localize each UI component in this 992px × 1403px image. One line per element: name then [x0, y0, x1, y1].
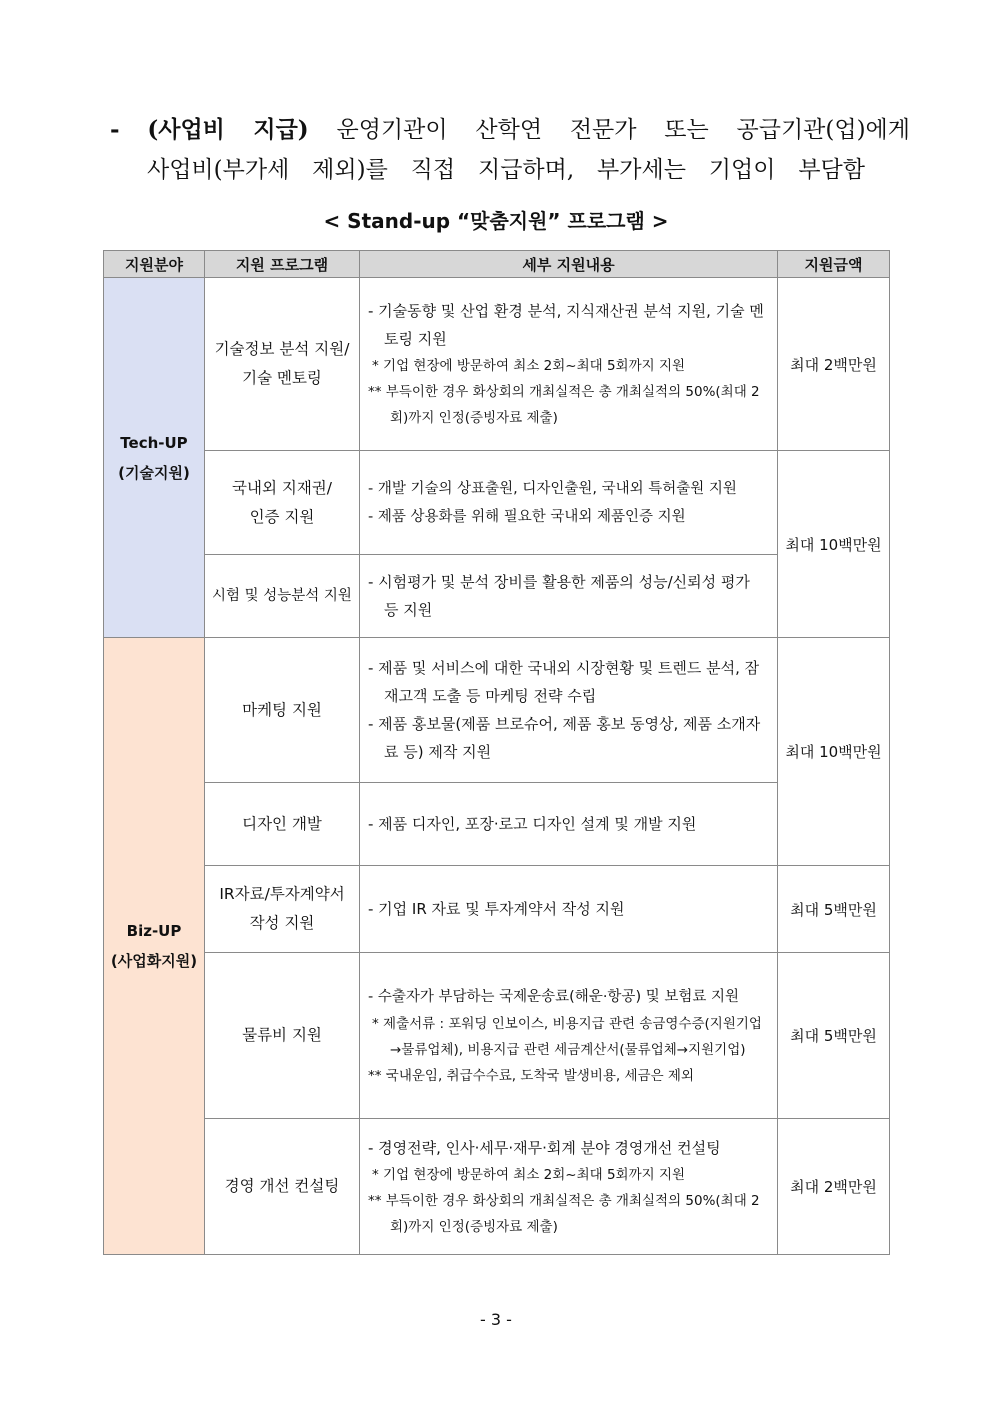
program-cell	[205, 866, 360, 953]
program-name-line: 마케팅 지원	[242, 700, 322, 719]
intro-bold-term: (사업비 지급)	[147, 116, 309, 143]
intro-line-1-text: 운영기관이 산학연 전문가 또는 공급기관(업)에게	[308, 117, 910, 143]
table-header-row	[104, 251, 890, 278]
program-name-line: 물류비 지원	[242, 1026, 322, 1044]
detail-note: ** 국내운임, 취급수수료, 도착국 발생비용, 세금은 제외	[368, 1067, 694, 1084]
category-desc: (기술지원)	[118, 463, 190, 482]
program-cell	[205, 953, 360, 1119]
table-row	[104, 1119, 890, 1255]
program-cell	[205, 638, 360, 783]
category-name: Biz-UP	[126, 922, 182, 940]
detail-bullet: - 기술동향 및 산업 환경 분석, 지식재산권 분석 지원, 기술 멘토링 지원	[368, 302, 764, 348]
detail-bullet: - 경영전략, 인사·세무·재무·회계 분야 경영개선 컨설팅	[368, 1138, 721, 1157]
header-amount: 지원금액	[778, 251, 890, 278]
program-cell	[205, 555, 360, 638]
amount-cell: 최대 2백만원	[778, 278, 890, 451]
category-desc: (사업화지원)	[110, 952, 198, 970]
header-program: 지원 프로그램	[205, 251, 360, 278]
program-name-line: 국내외 지재권/	[232, 478, 332, 497]
program-name-line: 기술정보 분석 지원/	[214, 340, 350, 358]
table-row	[104, 638, 890, 783]
program-name-line: 인증 지원	[249, 507, 315, 526]
program-cell	[205, 1119, 360, 1255]
details-cell	[360, 866, 778, 953]
table-row	[104, 555, 890, 638]
details-cell	[360, 953, 778, 1119]
header-category: 지원분야	[104, 251, 205, 278]
category-tech-up	[104, 278, 205, 638]
details-cell	[360, 451, 778, 555]
program-cell	[205, 451, 360, 555]
category-name: Tech-UP	[120, 433, 188, 452]
amount-cell: 최대 10백만원	[778, 638, 890, 866]
detail-note: * 제출서류 : 포워딩 인보이스, 비용지급 관련 송금영수증(지원기업→물류업체), 비용지급 관련 세금계산서(물류업체→지원기업)	[372, 1015, 762, 1058]
header-details: 세부 지원내용	[360, 251, 778, 278]
details-cell	[360, 783, 778, 866]
program-name-line: 경영 개선 컨설팅	[224, 1177, 340, 1195]
detail-bullet: - 제품 상용화를 위해 필요한 국내외 제품인증 지원	[368, 508, 686, 525]
program-name-line: 기술 멘토링	[242, 369, 322, 387]
amount-cell: 최대 5백만원	[778, 866, 890, 953]
amount-cell: 최대 2백만원	[778, 1119, 890, 1255]
program-name-line: IR자료/투자계약서	[219, 885, 345, 903]
details-cell	[360, 638, 778, 783]
table-row	[104, 866, 890, 953]
detail-note: ** 부득이한 경우 화상회의 개최실적은 총 개최실적의 50%(최대 2회)까지 인정(증빙자료 제출)	[368, 384, 760, 426]
details-cell	[360, 555, 778, 638]
program-name-line: 디자인 개발	[242, 814, 322, 833]
intro-dash: -	[110, 116, 120, 143]
table-title: < Stand-up “맞춤지원” 프로그램 >	[323, 209, 669, 233]
intro-line-1	[110, 110, 910, 150]
table-row	[104, 278, 890, 451]
program-table	[103, 250, 890, 1255]
table-row	[104, 953, 890, 1119]
intro-paragraph	[110, 110, 910, 190]
intro-line-2: 사업비(부가세 제외)를 직접 지급하며, 부가세는 기업이 부담함	[147, 157, 865, 183]
category-biz-up	[104, 638, 205, 1255]
detail-bullet: - 개발 기술의 상표출원, 디자인출원, 국내외 특허출원 지원	[368, 480, 737, 497]
detail-note: ** 부득이한 경우 화상회의 개최실적은 총 개최실적의 50%(최대 2회)까지 인정(증빙자료 제출)	[368, 1192, 760, 1235]
table-row	[104, 451, 890, 555]
detail-bullet: - 제품 및 서비스에 대한 국내외 시장현황 및 트렌드 분석, 잠재고객 도출 등 마케팅 전략 수립	[368, 659, 760, 705]
detail-bullet: - 제품 디자인, 포장·로고 디자인 설계 및 개발 지원	[368, 815, 697, 833]
detail-bullet: - 기업 IR 자료 및 투자계약서 작성 지원	[368, 900, 625, 918]
amount-cell: 최대 10백만원	[778, 451, 890, 638]
details-cell	[360, 278, 778, 451]
detail-note: * 기업 현장에 방문하여 최소 2회~최대 5회까지 지원	[372, 358, 686, 374]
detail-note: * 기업 현장에 방문하여 최소 2회~최대 5회까지 지원	[372, 1166, 686, 1183]
detail-bullet: - 수출자가 부담하는 국제운송료(해운·항공) 및 보험료 지원	[368, 988, 739, 1005]
page-number: - 3 -	[480, 1310, 512, 1329]
program-cell	[205, 278, 360, 451]
program-name-line: 시험 및 성능분석 지원	[212, 587, 352, 604]
program-name-line: 작성 지원	[249, 914, 315, 932]
details-cell	[360, 1119, 778, 1255]
detail-bullet: - 제품 홍보물(제품 브로슈어, 제품 홍보 동영상, 제품 소개자료 등) 제작 지원	[368, 715, 761, 761]
detail-bullet: - 시험평가 및 분석 장비를 활용한 제품의 성능/신뢰성 평가 등 지원	[368, 573, 750, 619]
program-cell	[205, 783, 360, 866]
table-row	[104, 783, 890, 866]
amount-cell: 최대 5백만원	[778, 953, 890, 1119]
